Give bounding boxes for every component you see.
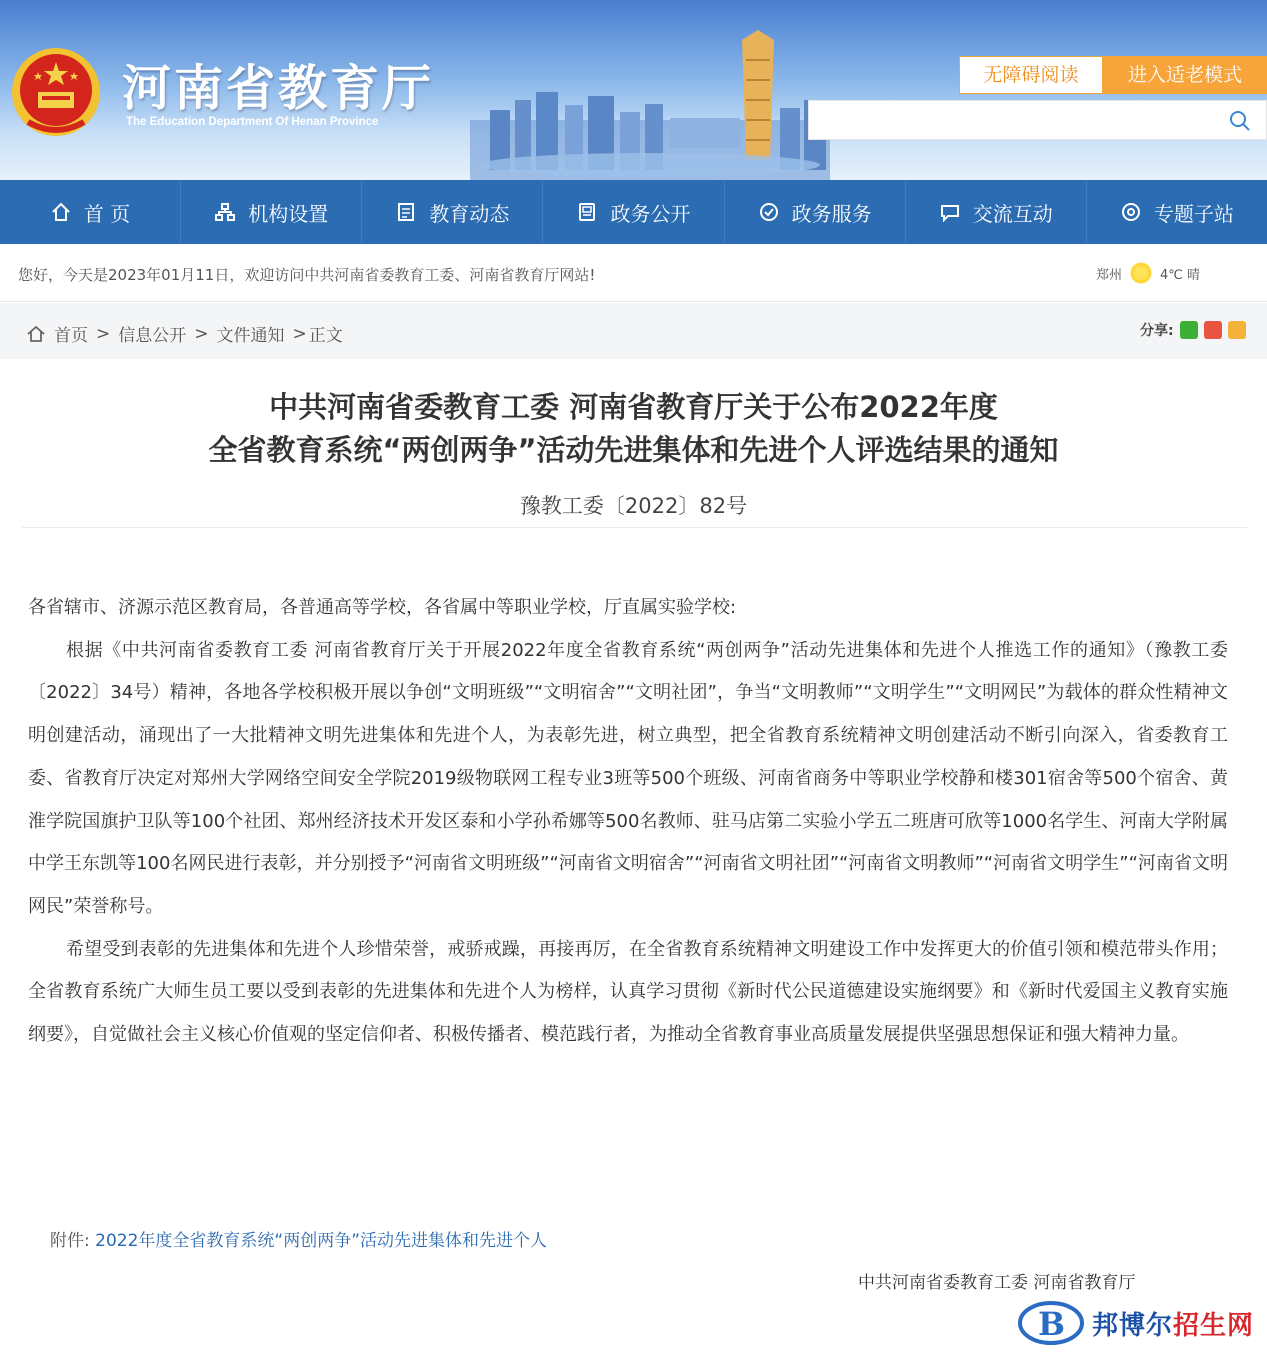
search-icon[interactable] [1228, 109, 1252, 133]
site-title: 河南省教育厅 [122, 60, 435, 117]
breadcrumb-separator: > [194, 323, 209, 344]
nav-item-home[interactable] [0, 180, 181, 244]
nav-item-education-news[interactable] [362, 180, 543, 244]
nav-item-special-subsites[interactable] [1087, 180, 1267, 244]
breadcrumb-bar [0, 303, 1267, 359]
weather-text: 4℃ 晴 [1160, 267, 1201, 283]
accessibility-reading-button[interactable]: 无障碍阅读 [959, 56, 1103, 94]
signature: 中共河南省委教育工委 河南省教育厅 [858, 1273, 1136, 1293]
breadcrumb [26, 321, 343, 346]
share-bar [1140, 320, 1246, 340]
nav-item-label: 政务公开 [610, 201, 691, 226]
weather-city: 郑州 [1096, 267, 1123, 283]
breadcrumb-current: 正文 [308, 326, 343, 346]
chat-icon [939, 201, 961, 223]
sunny-icon [1130, 262, 1152, 284]
service-icon [758, 201, 780, 223]
attachment-label: 附件: [50, 1231, 90, 1251]
article-title [0, 386, 1267, 472]
document-number: 豫教工委〔2022〕82号 [519, 494, 748, 518]
watermark [1018, 1300, 1254, 1346]
weibo-share-icon[interactable] [1204, 321, 1222, 339]
svg-text:B: B [1038, 1305, 1066, 1343]
weather-widget [1096, 262, 1200, 284]
greeting-text: 您好，今天是2023年01月11日，欢迎访问中共河南省委教育工委、河南省教育厅网站! [18, 266, 596, 284]
national-emblem-logo [8, 42, 104, 142]
qq-share-icon[interactable] [1228, 321, 1246, 339]
site-subtitle: The Education Department Of Henan Province [126, 116, 379, 128]
greeting-bar [0, 244, 1267, 302]
article-salutation: 各省辖市、济源示范区教育局，各普通高等学校，各省属中等职业学校，厅直属实验学校: [28, 597, 737, 618]
nav-item-label: 首 页 [83, 201, 131, 226]
article-paragraph: 希望受到表彰的先进集体和先进个人珍惜荣誉，戒骄戒躁，再接再厉，在全省教育系统精神文明建设工作中发挥更大的价值引领和模范带头作用；全省教育系统广大师生员工要以受到表彰的先进集体和先进个人为榜样，认真学习贯彻《新时代公民道德建设实施纲要》和《新时代爱国主义教育实施纲要》，自觉做社会主义核心价值观的坚定信仰者、积极传播者、模范践行者，为推动全省教育事业高质量发展提供坚强思想保证和强大精神力量。 [28, 938, 1228, 1046]
share-label: 分享: [1140, 323, 1174, 339]
watermark-text-red: 招生网 [1173, 1310, 1255, 1341]
home-icon[interactable] [26, 324, 46, 344]
nav-item-label: 专题子站 [1153, 201, 1234, 226]
article-body [28, 587, 1228, 1057]
elder-mode-button[interactable]: 进入适老模式 [1103, 56, 1267, 94]
city-skyline-image [470, 0, 830, 180]
nav-item-organization[interactable] [181, 180, 362, 244]
nav-item-government-services[interactable] [725, 180, 906, 244]
nav-item-label: 教育动态 [429, 201, 510, 226]
nav-item-government-affairs[interactable] [543, 180, 724, 244]
watermark-text-blue: 邦博尔 [1092, 1310, 1174, 1341]
watermark-text [1092, 1305, 1254, 1342]
breadcrumb-home[interactable]: 首页 [54, 326, 88, 346]
breadcrumb-separator: > [292, 323, 307, 344]
nav-item-label: 政务服务 [791, 201, 872, 226]
watermark-logo [1018, 1300, 1084, 1346]
main-nav [0, 180, 1267, 244]
org-icon [214, 201, 236, 223]
breadcrumb-file-notice[interactable]: 文件通知 [216, 326, 285, 346]
news-icon [395, 201, 417, 223]
wechat-share-icon[interactable] [1180, 321, 1198, 339]
article-title-line2: 全省教育系统“两创两争”活动先进集体和先进个人评选结果的通知 [208, 433, 1059, 467]
nav-item-label: 机构设置 [248, 201, 329, 226]
home-icon [50, 201, 72, 223]
nav-item-interaction[interactable] [906, 180, 1087, 244]
subsite-icon [1120, 201, 1142, 223]
title-divider [22, 527, 1247, 528]
article-paragraph: 根据《中共河南省委教育工委 河南省教育厅关于开展2022年度全省教育系统“两创两争”活动先进集体和先进个人推选工作的通知》（豫教工委〔2022〕34号）精神，各地各学校积极开展以争创“文明班级”“文明宿舍”“文明社团”，争当“文明教师”“文明学生”“文明网民”为载体的群众性精神文明创建活动，涌现出了一大批精神文明先进集体和先进个人，为表彰先进，树立典型，把全省教育系统精神文明创建活动不断引向深入，省委教育工委、省教育厅决定对郑州大学网络空间安全学院2019级物联网工程专业3班等500个班级、河南省商务中等职业学校静和楼301宿舍等500个宿舍、黄淮学院国旗护卫队等100个社团、郑州经济技术开发区泰和小学孙希娜等500名教师、驻马店第二实验小学五二班唐可欣等1000名学生、河南大学附属中学王东凯等100名网民进行表彰，并分别授予“河南省文明班级”“河南省文明宿舍”“河南省文明社团”“河南省文明教师”“河南省文明学生”“河南省文明网民”荣誉称号。 [28, 639, 1228, 917]
attachment-link[interactable]: 2022年度全省教育系统“两创两争”活动先进集体和先进个人 [95, 1231, 548, 1251]
breadcrumb-info-public[interactable]: 信息公开 [118, 326, 187, 346]
search-input[interactable] [808, 100, 1267, 140]
article-title-line1: 中共河南省委教育工委 河南省教育厅关于公布2022年度 [269, 390, 998, 424]
nav-item-label: 交流互动 [972, 201, 1053, 226]
attachment [50, 1226, 547, 1251]
header-banner [0, 0, 1267, 180]
doc-icon [576, 201, 598, 223]
breadcrumb-separator: > [96, 323, 111, 344]
